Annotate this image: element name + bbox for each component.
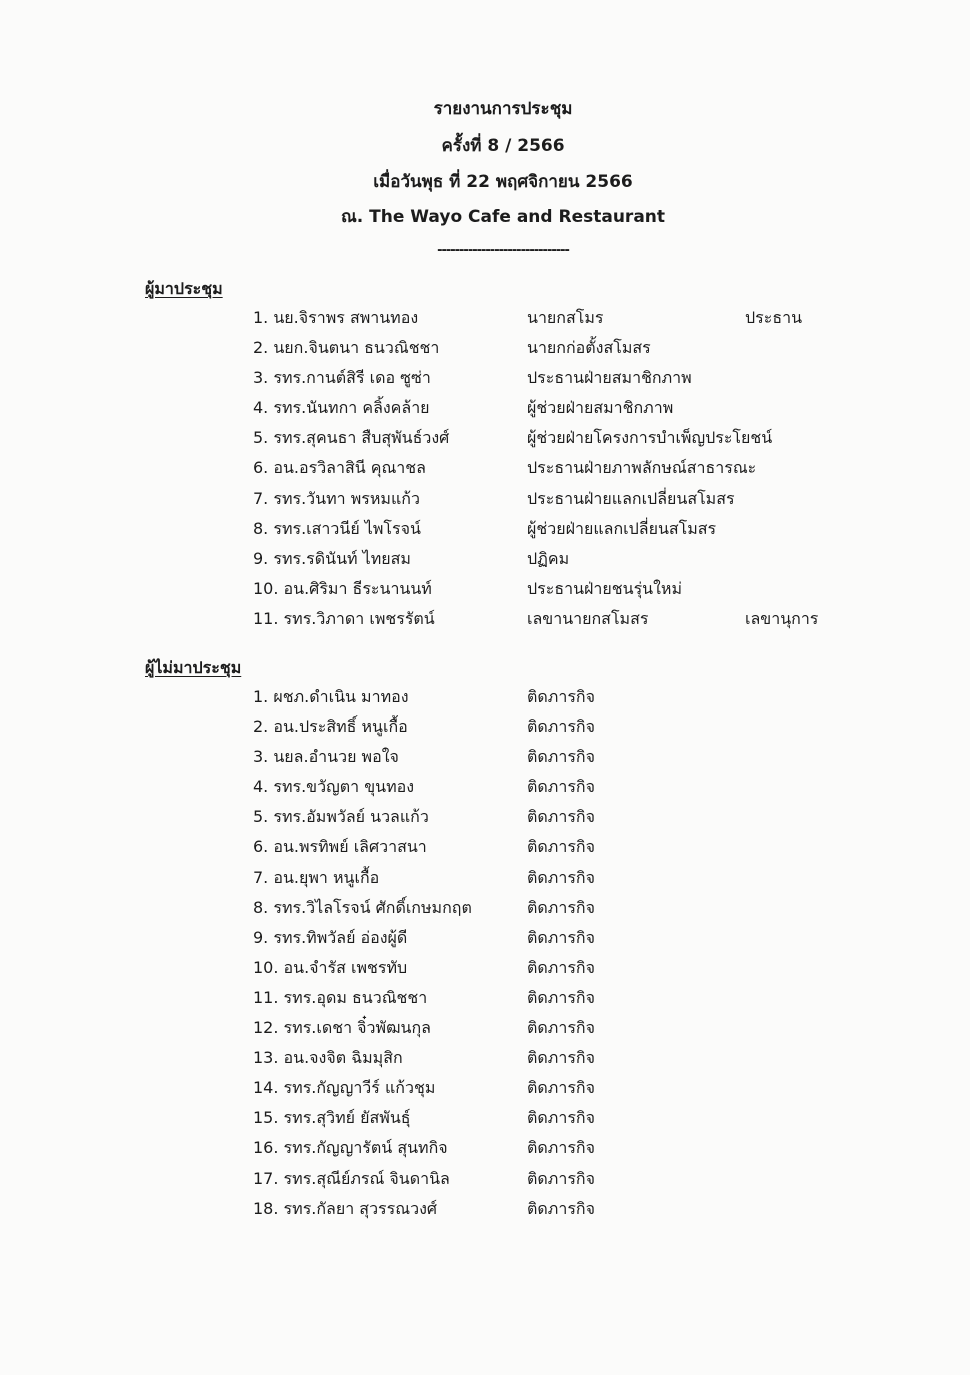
member-entry	[253, 775, 414, 799]
absence-reason: ติดภารกิจ	[527, 1168, 595, 1188]
member-entry	[253, 1197, 437, 1221]
absence-reason: ติดภารกิจ	[527, 927, 595, 947]
member-number: 16.	[253, 1138, 279, 1158]
member-name: อน.ยุพา หนูเกื้อ	[273, 867, 380, 887]
absence-reason: ติดภารกิจ	[527, 717, 595, 737]
absence-reason: ติดภารกิจ	[527, 777, 595, 797]
absent-member-row	[253, 1076, 873, 1106]
member-number: 8.	[253, 518, 269, 538]
member-number: 13.	[253, 1048, 279, 1068]
member-number: 2.	[253, 338, 269, 358]
absence-reason: ติดภารกิจ	[527, 807, 595, 827]
present-member-row	[253, 487, 873, 517]
member-role: ประธานฝ่ายชนรุ่นใหม่	[527, 578, 682, 598]
member-entry	[253, 547, 411, 571]
member-number: 6.	[253, 458, 269, 478]
member-entry	[253, 517, 421, 541]
member-role: ผู้ช่วยฝ่ายแลกเปลี่ยนสโมสร	[527, 518, 717, 538]
present-member-row	[253, 456, 873, 486]
absent-list	[253, 685, 873, 1227]
member-entry	[253, 715, 408, 739]
member-entry	[253, 366, 431, 390]
absent-member-row	[253, 896, 873, 926]
member-name: รทร.ขวัญตา ขุนทอง	[273, 777, 415, 797]
member-number: 6.	[253, 837, 269, 857]
member-number: 5.	[253, 428, 269, 448]
absent-member-row	[253, 775, 873, 805]
member-name: รทร.กัลยา สุวรรณวงศ์	[283, 1198, 438, 1218]
absence-reason: ติดภารกิจ	[527, 687, 595, 706]
member-name: รทร.รดินันท์ ไทยสม	[273, 548, 411, 568]
present-member-row	[253, 607, 873, 637]
absent-member-row	[253, 805, 873, 835]
member-name: รทร.อุดม ธนวณิชชา	[283, 987, 428, 1007]
member-role: ประธานฝ่ายแลกเปลี่ยนสโมสร	[527, 488, 735, 508]
member-name: อน.ประสิทธิ์ หนูเกื้อ	[273, 717, 408, 737]
member-entry	[253, 1016, 431, 1040]
member-duty: เลขานุการ	[745, 608, 819, 628]
member-number: 8.	[253, 897, 269, 917]
session-number: ครั้งที่ 8 / 2566	[441, 136, 565, 156]
absence-reason: ติดภารกิจ	[527, 837, 595, 857]
absent-member-row	[253, 835, 873, 865]
member-entry	[253, 1046, 403, 1070]
member-name: นย.จิราพร สพานทอง	[273, 308, 419, 327]
absent-member-row	[253, 745, 873, 775]
member-role: นายกสโมร	[527, 308, 604, 327]
member-name: รทร.กัญญาวีร์ แก้วชุม	[283, 1078, 436, 1098]
member-role: ผู้ช่วยฝ่ายโครงการบำเพ็ญประโยชน์	[527, 428, 773, 448]
member-number: 9.	[253, 927, 269, 947]
member-name: รทร.เดชา จิ๋วพัฒนกุล	[283, 1018, 431, 1038]
present-member-row	[253, 306, 873, 336]
member-number: 1.	[253, 308, 269, 327]
absent-member-row	[253, 956, 873, 986]
member-role: นายกก่อตั้งสโมสร	[527, 338, 651, 358]
member-name: อน.อรวิลาสินี คุณาชล	[273, 458, 426, 478]
member-entry	[253, 805, 429, 829]
member-entry	[253, 306, 418, 330]
member-name: นยล.อำนวย พอใจ	[273, 747, 399, 767]
member-name: ผชภ.ดำเนิน มาทอง	[273, 687, 409, 706]
member-role: ประธานฝ่ายสมาชิกภาพ	[527, 368, 692, 388]
absent-member-row	[253, 1106, 873, 1136]
present-member-row	[253, 517, 873, 547]
member-number: 15.	[253, 1108, 279, 1128]
member-role: ประธานฝ่ายภาพลักษณ์สาธารณะ	[527, 458, 757, 478]
absence-reason: ติดภารกิจ	[527, 1138, 595, 1158]
member-number: 5.	[253, 807, 269, 827]
absence-reason: ติดภารกิจ	[527, 747, 595, 767]
absent-member-row	[253, 1136, 873, 1166]
member-entry	[253, 456, 426, 480]
present-member-row	[253, 577, 873, 607]
member-entry	[253, 336, 439, 360]
member-number: 12.	[253, 1018, 279, 1038]
member-number: 17.	[253, 1168, 279, 1188]
member-entry	[253, 956, 407, 980]
member-entry	[253, 926, 407, 950]
member-name: รทร.อัมพวัลย์ นวลแก้ว	[273, 807, 429, 827]
present-member-row	[253, 547, 873, 577]
member-role: ปฏิคม	[527, 548, 570, 568]
member-entry	[253, 607, 435, 631]
absence-reason: ติดภารกิจ	[527, 897, 595, 917]
member-name: รทร.วิไลโรจน์ ศักดิ์เกษมกฤต	[273, 897, 472, 917]
member-role: เลขานายกสโมสร	[527, 608, 649, 628]
member-number: 4.	[253, 777, 269, 797]
absent-member-row	[253, 866, 873, 896]
member-number: 18.	[253, 1198, 279, 1218]
member-number: 7.	[253, 488, 269, 508]
absence-reason: ติดภารกิจ	[527, 1198, 595, 1218]
present-heading: ผู้มาประชุม	[145, 279, 223, 298]
absence-reason: ติดภารกิจ	[527, 867, 595, 887]
absent-member-row	[253, 1046, 873, 1076]
member-name: รทร.เสาวนีย์ ไพโรจน์	[273, 518, 421, 538]
absent-member-row	[253, 685, 873, 715]
member-name: รทร.กานต์สิรี เดอ ซูซ่า	[273, 368, 431, 388]
member-entry	[253, 426, 449, 450]
member-entry	[253, 1106, 411, 1130]
absence-reason: ติดภารกิจ	[527, 987, 595, 1007]
member-name: อน.ศิริมา ธีระนานนท์	[283, 578, 432, 598]
absence-reason: ติดภารกิจ	[527, 957, 595, 977]
member-name: อน.จำรัส เพชรทับ	[283, 957, 408, 977]
present-member-row	[253, 336, 873, 366]
member-number: 10.	[253, 957, 279, 977]
member-number: 10.	[253, 578, 279, 598]
member-entry	[253, 487, 420, 511]
member-name: รทร.วิภาดา เพชรรัตน์	[283, 608, 435, 628]
header-divider: ------------------------------	[437, 243, 569, 258]
member-entry	[253, 866, 379, 890]
member-number: 9.	[253, 548, 269, 568]
absent-member-row	[253, 1016, 873, 1046]
member-name: รทร.นันทกา คลิ้งคล้าย	[273, 398, 430, 418]
member-number: 3.	[253, 747, 269, 767]
present-member-row	[253, 426, 873, 456]
absence-reason: ติดภารกิจ	[527, 1018, 595, 1038]
member-name: รทร.วันทา พรหมแก้ว	[273, 488, 420, 508]
member-role: ผู้ช่วยฝ่ายสมาชิกภาพ	[527, 398, 674, 418]
absent-member-row	[253, 1197, 873, 1227]
absent-member-row	[253, 926, 873, 956]
member-entry	[253, 577, 432, 601]
member-number: 11.	[253, 987, 279, 1007]
member-entry	[253, 685, 409, 709]
member-entry	[253, 1076, 435, 1100]
absence-reason: ติดภารกิจ	[527, 1048, 595, 1068]
report-title: รายงานการประชุม	[433, 99, 573, 119]
member-entry	[253, 986, 427, 1010]
member-name: รทร.กัญญารัตน์ สุนทกิจ	[283, 1138, 448, 1158]
member-entry	[253, 745, 399, 769]
member-number: 1.	[253, 687, 269, 706]
member-duty: ประธาน	[745, 308, 803, 327]
member-number: 7.	[253, 867, 269, 887]
member-number: 11.	[253, 608, 279, 628]
member-name: อน.พรทิพย์ เลิศวาสนา	[273, 837, 427, 857]
member-name: อน.จงจิต ฉิมมุสิก	[283, 1048, 403, 1068]
meeting-date: เมื่อวันพุธ ที่ 22 พฤศจิกายน 2566	[373, 172, 633, 192]
absent-member-row	[253, 715, 873, 745]
present-list	[253, 306, 873, 637]
member-entry	[253, 896, 472, 920]
member-number: 2.	[253, 717, 269, 737]
present-member-row	[253, 396, 873, 426]
member-name: รทร.ทิพวัลย์ อ่องผู้ดี	[273, 927, 408, 947]
absent-member-row	[253, 986, 873, 1016]
meeting-venue: ณ. The Wayo Cafe and Restaurant	[340, 207, 666, 227]
member-name: รทร.สุคนธา สืบสุพันธ์วงศ์	[273, 428, 450, 448]
absent-heading: ผู้ไม่มาประชุม	[145, 658, 242, 677]
member-name: นยก.จินตนา ธนวณิชชา	[273, 338, 440, 358]
member-number: 3.	[253, 368, 269, 388]
member-name: รทร.สุวิทย์ ยัสพันธุ์	[283, 1108, 411, 1128]
member-entry	[253, 835, 427, 859]
member-name: รทร.สุณีย์ภรณ์ จินดานิล	[283, 1168, 450, 1188]
member-entry	[253, 1167, 450, 1191]
present-member-row	[253, 366, 873, 396]
absence-reason: ติดภารกิจ	[527, 1078, 595, 1098]
member-entry	[253, 396, 430, 420]
member-number: 14.	[253, 1078, 279, 1098]
absence-reason: ติดภารกิจ	[527, 1108, 595, 1128]
member-number: 4.	[253, 398, 269, 418]
absent-member-row	[253, 1167, 873, 1197]
member-entry	[253, 1136, 448, 1160]
